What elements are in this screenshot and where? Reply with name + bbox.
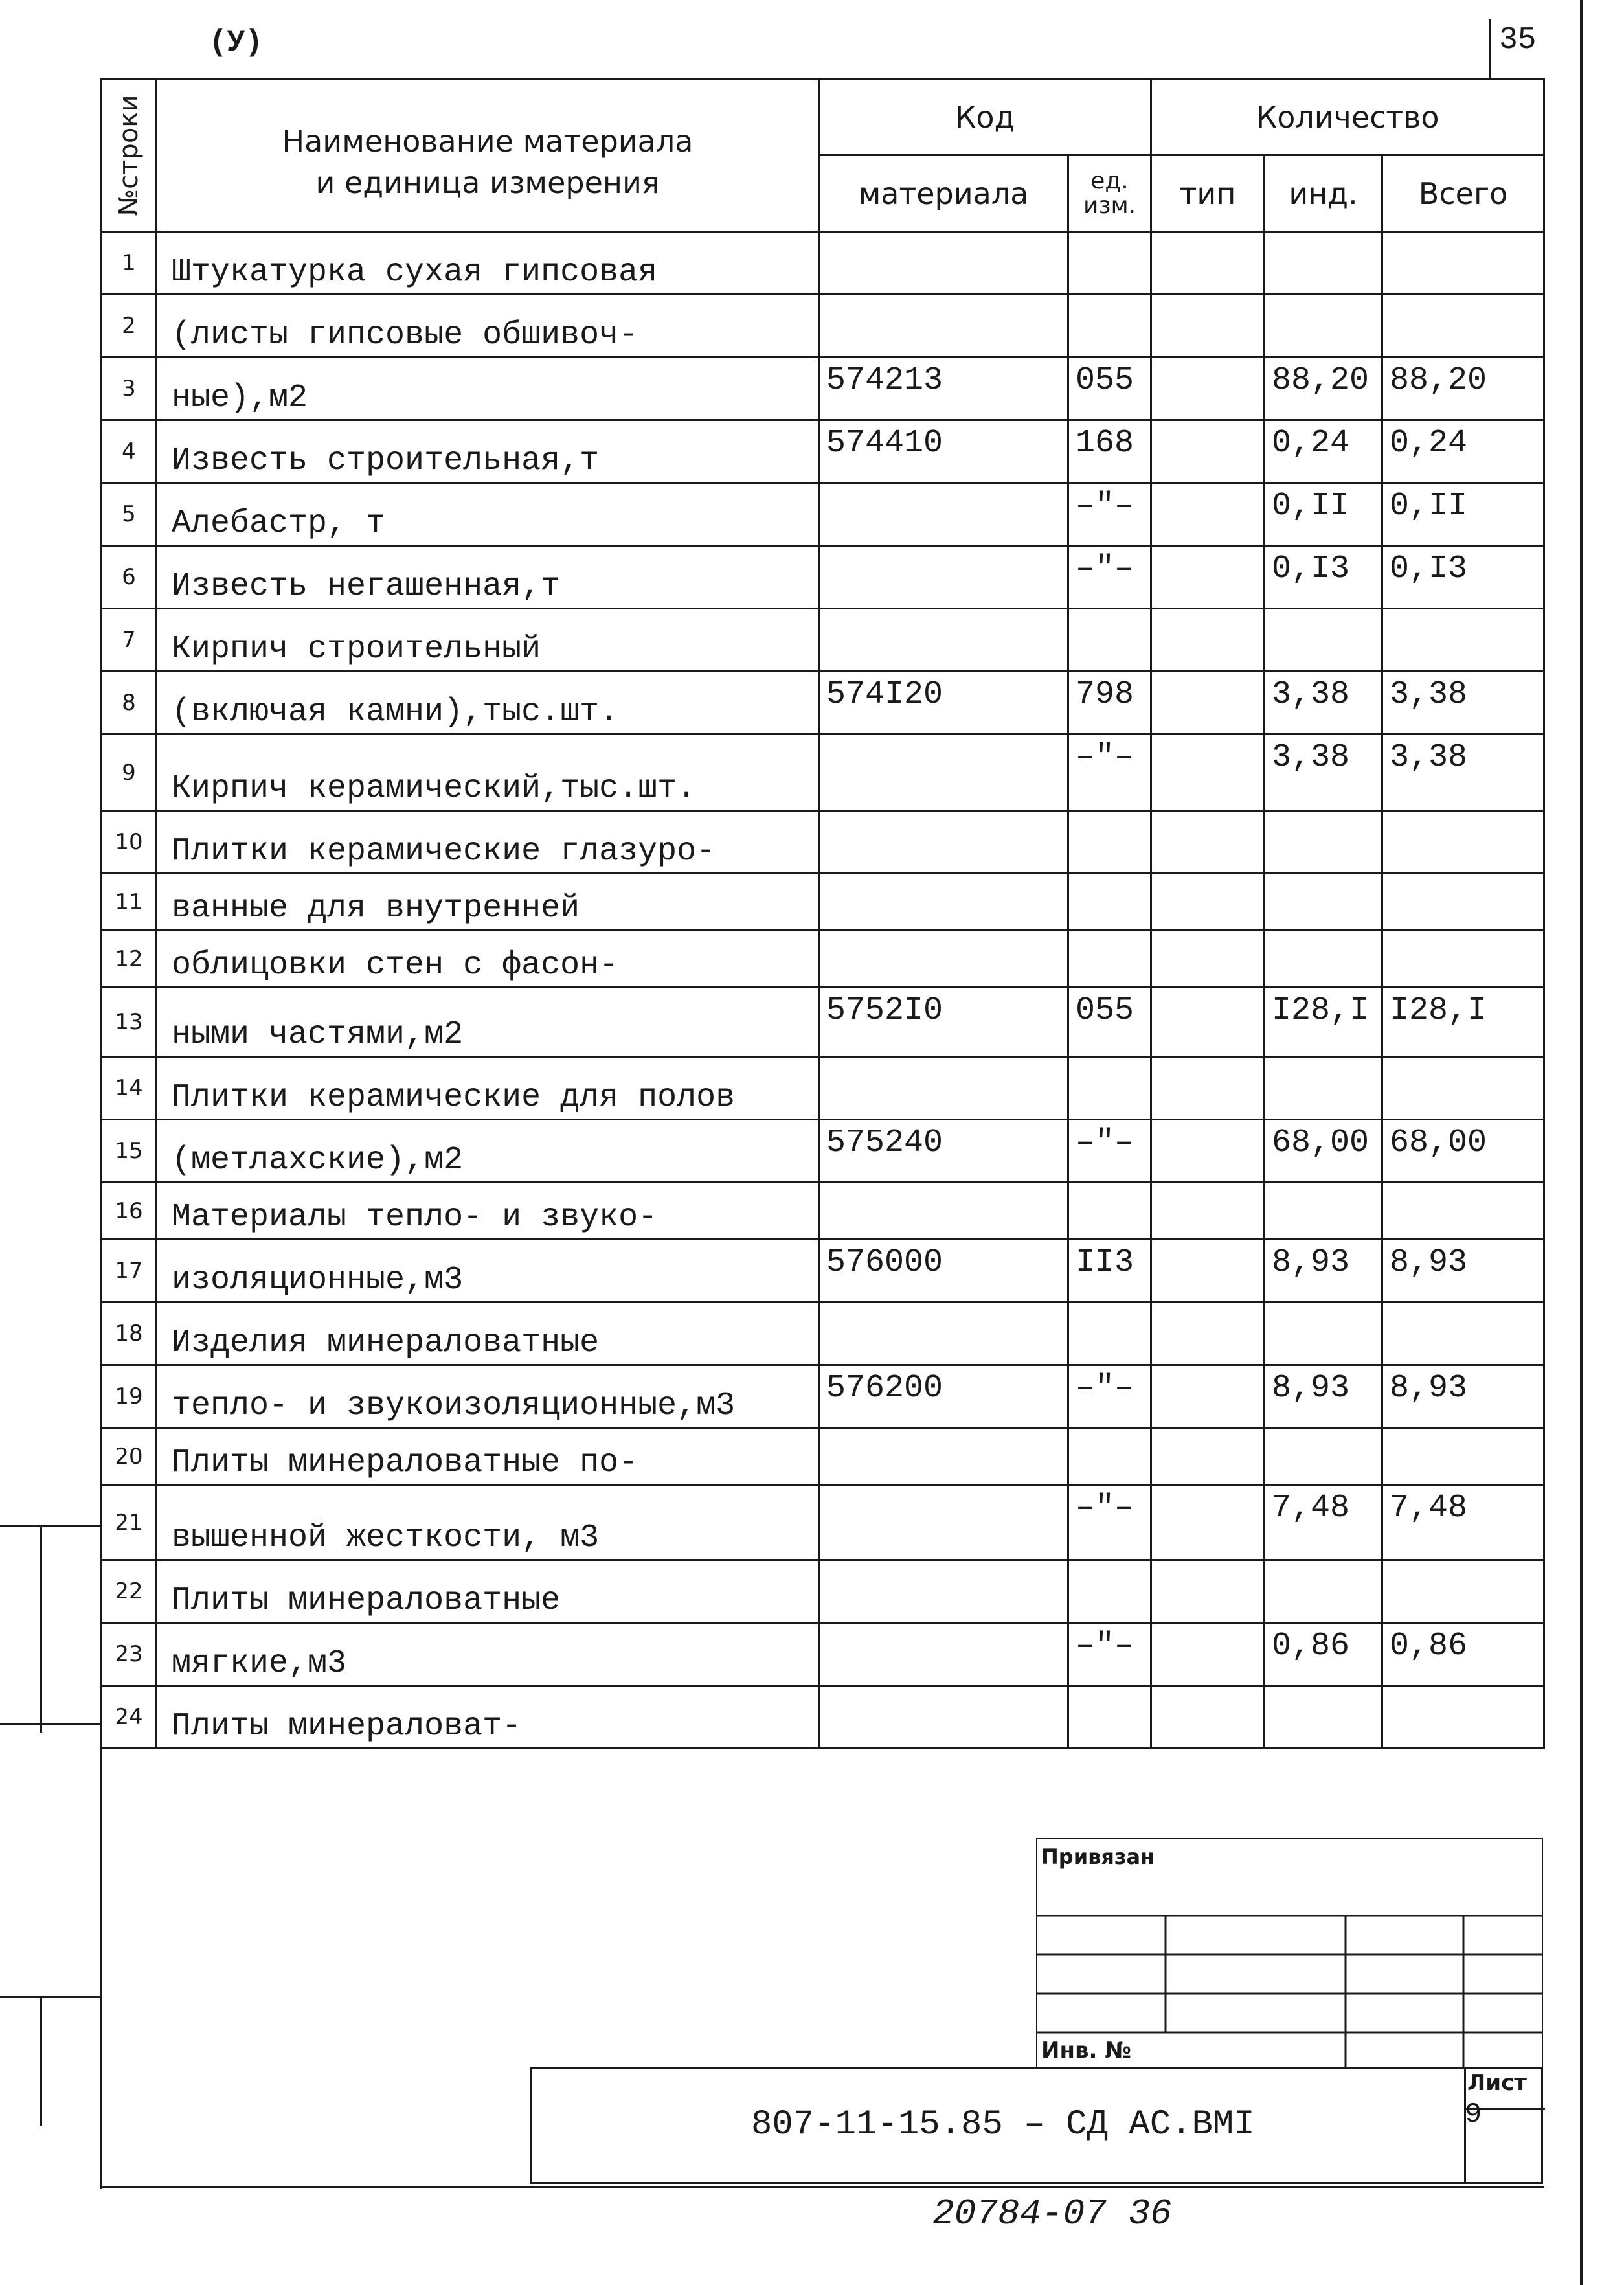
document-code: 807-11-15.85 – СД АС.ВМI [751, 2105, 1255, 2144]
total-qty [1382, 811, 1544, 874]
unit-code: –"– [1068, 734, 1151, 811]
total-qty: 8,93 [1382, 1240, 1544, 1302]
table-row [102, 1485, 1544, 1560]
unit-code: –"– [1068, 1120, 1151, 1183]
unit-code [1068, 1183, 1151, 1240]
material-name: ванные для внутренней [157, 874, 819, 931]
material-name: (включая камни),тыс.шт. [157, 672, 819, 734]
total-qty [1382, 1560, 1544, 1623]
row-number: 12 [102, 931, 157, 988]
ind-qty: 3,38 [1265, 734, 1382, 811]
table-row [102, 988, 1544, 1057]
type-qty [1151, 672, 1265, 734]
table-row [102, 483, 1544, 546]
table-row [102, 931, 1544, 988]
material-name: Плиты минераловатные по- [157, 1428, 819, 1485]
row-number: 10 [102, 811, 157, 874]
row-number: 18 [102, 1302, 157, 1365]
material-code: 574I20 [819, 672, 1068, 734]
material-code [819, 295, 1068, 358]
table-row [102, 1365, 1544, 1428]
type-qty [1151, 609, 1265, 672]
row-number: 7 [102, 609, 157, 672]
unit-code [1068, 1560, 1151, 1623]
total-qty: 0,86 [1382, 1623, 1544, 1686]
type-qty [1151, 1240, 1265, 1302]
table-row [102, 811, 1544, 874]
total-qty [1382, 1428, 1544, 1485]
sheet-label: Лист [1467, 2070, 1527, 2096]
material-code: 575240 [819, 1120, 1068, 1183]
total-qty [1382, 609, 1544, 672]
unit-code [1068, 811, 1151, 874]
ind-qty: 8,93 [1265, 1240, 1382, 1302]
table-row [102, 609, 1544, 672]
row-number: 19 [102, 1365, 157, 1428]
total-qty: 68,00 [1382, 1120, 1544, 1183]
ind-qty: 0,II [1265, 483, 1382, 546]
unit-code [1068, 1686, 1151, 1749]
margin-left-line-2 [40, 1996, 42, 2126]
material-code-header: материала [819, 155, 1068, 232]
material-name: (метлахские),м2 [157, 1120, 819, 1183]
ind-qty: 0,24 [1265, 420, 1382, 483]
ind-qty [1265, 609, 1382, 672]
unit-code: 168 [1068, 420, 1151, 483]
total-qty: 3,38 [1382, 734, 1544, 811]
margin-hline-2 [0, 1723, 102, 1725]
unit-code: –"– [1068, 1365, 1151, 1428]
row-number: 9 [102, 734, 157, 811]
type-header: тип [1151, 155, 1265, 232]
total-qty: 0,II [1382, 483, 1544, 546]
unit-code [1068, 232, 1151, 295]
unit-code: –"– [1068, 483, 1151, 546]
type-qty [1151, 483, 1265, 546]
ind-qty [1265, 811, 1382, 874]
row-number: 21 [102, 1485, 157, 1560]
table-row [102, 672, 1544, 734]
row-number: 14 [102, 1057, 157, 1120]
page-number: 35 [1499, 23, 1537, 58]
material-code [819, 1302, 1068, 1365]
unit-code [1068, 874, 1151, 931]
section-mark: (У) [209, 26, 263, 60]
material-code [819, 1485, 1068, 1560]
material-code: 574213 [819, 358, 1068, 420]
row-number: 4 [102, 420, 157, 483]
inventory-number-label: Инв. № [1041, 2038, 1132, 2063]
ind-qty [1265, 1560, 1382, 1623]
material-code [819, 931, 1068, 988]
total-qty [1382, 295, 1544, 358]
unit-code [1068, 931, 1151, 988]
row-number: 16 [102, 1183, 157, 1240]
table-row [102, 1428, 1544, 1485]
material-name: Штукатурка сухая гипсовая [157, 232, 819, 295]
ind-qty [1265, 1183, 1382, 1240]
material-name: Алебастр, т [157, 483, 819, 546]
table-row [102, 874, 1544, 931]
material-code: 576200 [819, 1365, 1068, 1428]
ind-qty [1265, 232, 1382, 295]
material-name: Плиты минераловатные [157, 1560, 819, 1623]
ind-header: инд. [1265, 155, 1382, 232]
row-number: 22 [102, 1560, 157, 1623]
material-name-header: Наименование материала и единица измерения [157, 79, 819, 232]
table-row [102, 1623, 1544, 1686]
row-number: 17 [102, 1240, 157, 1302]
type-qty [1151, 1365, 1265, 1428]
table-row [102, 1302, 1544, 1365]
material-name: Известь строительная,т [157, 420, 819, 483]
type-qty [1151, 1302, 1265, 1365]
row-number: 6 [102, 546, 157, 609]
material-name: ными частями,м2 [157, 988, 819, 1057]
row-number: 13 [102, 988, 157, 1057]
unit-code: 798 [1068, 672, 1151, 734]
archive-number: 20784-07 36 [932, 2193, 1172, 2234]
material-name: вышенной жесткости, м3 [157, 1485, 819, 1560]
ind-qty: 88,20 [1265, 358, 1382, 420]
material-code: 5752I0 [819, 988, 1068, 1057]
type-qty [1151, 1686, 1265, 1749]
ind-qty [1265, 1057, 1382, 1120]
material-code [819, 232, 1068, 295]
total-qty: 3,38 [1382, 672, 1544, 734]
type-qty [1151, 988, 1265, 1057]
unit-code: 055 [1068, 358, 1151, 420]
total-qty [1382, 232, 1544, 295]
unit-code: –"– [1068, 546, 1151, 609]
unit-code [1068, 295, 1151, 358]
material-code [819, 1057, 1068, 1120]
total-qty [1382, 1686, 1544, 1749]
stamp-grid [1036, 1838, 1543, 2067]
row-number: 3 [102, 358, 157, 420]
type-qty [1151, 734, 1265, 811]
margin-hline-3 [0, 1996, 102, 1998]
material-name: Плитки керамические для полов [157, 1057, 819, 1120]
ind-qty [1265, 931, 1382, 988]
table-row [102, 232, 1544, 295]
type-qty [1151, 931, 1265, 988]
total-qty: I28,I [1382, 988, 1544, 1057]
row-number: 8 [102, 672, 157, 734]
page-number-divider [1489, 19, 1491, 78]
table-row [102, 295, 1544, 358]
material-name: ные),м2 [157, 358, 819, 420]
unit-code: II3 [1068, 1240, 1151, 1302]
row-number: 20 [102, 1428, 157, 1485]
ind-qty: 0,86 [1265, 1623, 1382, 1686]
frame-left-line [100, 1723, 102, 2189]
table-row [102, 358, 1544, 420]
table-row [102, 1560, 1544, 1623]
unit-code: –"– [1068, 1623, 1151, 1686]
total-header: Всего [1382, 155, 1544, 232]
type-qty [1151, 1120, 1265, 1183]
type-qty [1151, 1183, 1265, 1240]
ind-qty: 0,I3 [1265, 546, 1382, 609]
material-code [819, 546, 1068, 609]
ind-qty [1265, 295, 1382, 358]
frame-bottom-line [100, 2186, 1544, 2188]
ind-qty: 8,93 [1265, 1365, 1382, 1428]
material-code [819, 734, 1068, 811]
total-qty [1382, 1302, 1544, 1365]
material-code [819, 811, 1068, 874]
material-name: Плиты минераловат- [157, 1686, 819, 1749]
material-code [819, 1428, 1068, 1485]
total-qty: 7,48 [1382, 1485, 1544, 1560]
material-code: 576000 [819, 1240, 1068, 1302]
total-qty [1382, 1057, 1544, 1120]
ind-qty [1265, 874, 1382, 931]
ind-qty [1265, 1302, 1382, 1365]
material-code [819, 609, 1068, 672]
code-group-header: Код [819, 79, 1151, 155]
unit-code [1068, 1302, 1151, 1365]
material-code [819, 1183, 1068, 1240]
table-row [102, 1240, 1544, 1302]
unit-code: 055 [1068, 988, 1151, 1057]
material-code [819, 483, 1068, 546]
type-qty [1151, 295, 1265, 358]
row-number: 23 [102, 1623, 157, 1686]
total-qty [1382, 874, 1544, 931]
type-qty [1151, 874, 1265, 931]
margin-hline-1 [0, 1525, 102, 1527]
table-row [102, 1120, 1544, 1183]
type-qty [1151, 546, 1265, 609]
table-row [102, 420, 1544, 483]
unit-code [1068, 609, 1151, 672]
material-name: Изделия минераловатные [157, 1302, 819, 1365]
type-qty [1151, 358, 1265, 420]
total-qty: 0,24 [1382, 420, 1544, 483]
material-name: (листы гипсовые обшивоч- [157, 295, 819, 358]
row-number: 15 [102, 1120, 157, 1183]
row-number: 24 [102, 1686, 157, 1749]
table-row [102, 546, 1544, 609]
row-number: 2 [102, 295, 157, 358]
ind-qty: 7,48 [1265, 1485, 1382, 1560]
row-number: 11 [102, 874, 157, 931]
material-name: облицовки стен с фасон- [157, 931, 819, 988]
total-qty: 0,I3 [1382, 546, 1544, 609]
type-qty [1151, 1485, 1265, 1560]
unit-code [1068, 1057, 1151, 1120]
material-name: тепло- и звукоизоляционные,м3 [157, 1365, 819, 1428]
frame-right-line [1580, 0, 1583, 2285]
quantity-group-header: Количество [1151, 79, 1544, 155]
total-qty: 88,20 [1382, 358, 1544, 420]
material-code [819, 874, 1068, 931]
material-name: Материалы тепло- и звуко- [157, 1183, 819, 1240]
total-qty: 8,93 [1382, 1365, 1544, 1428]
material-name: мягкие,м3 [157, 1623, 819, 1686]
material-name: Плитки керамические глазуро- [157, 811, 819, 874]
type-qty [1151, 1057, 1265, 1120]
table-row [102, 1183, 1544, 1240]
attached-label: Привязан [1041, 1845, 1155, 1869]
material-name: Кирпич керамический,тыс.шт. [157, 734, 819, 811]
row-number-header: №строки [102, 79, 157, 232]
margin-left-line [40, 1525, 42, 1733]
sheet-number: 9 [1465, 2098, 1482, 2131]
material-name: Кирпич строительный [157, 609, 819, 672]
unit-code: –"– [1068, 1485, 1151, 1560]
table-row [102, 1057, 1544, 1120]
material-code: 574410 [819, 420, 1068, 483]
total-qty [1382, 1183, 1544, 1240]
material-code [819, 1560, 1068, 1623]
ind-qty: 68,00 [1265, 1120, 1382, 1183]
table-row [102, 1686, 1544, 1749]
row-number: 1 [102, 232, 157, 295]
type-qty [1151, 420, 1265, 483]
type-qty [1151, 1560, 1265, 1623]
type-qty [1151, 811, 1265, 874]
material-code [819, 1623, 1068, 1686]
type-qty [1151, 1623, 1265, 1686]
ind-qty [1265, 1428, 1382, 1485]
type-qty [1151, 1428, 1265, 1485]
ind-qty: 3,38 [1265, 672, 1382, 734]
material-name: изоляционные,м3 [157, 1240, 819, 1302]
ind-qty: I28,I [1265, 988, 1382, 1057]
table-row [102, 734, 1544, 811]
total-qty [1382, 931, 1544, 988]
material-code [819, 1686, 1068, 1749]
materials-table [100, 78, 1545, 1749]
unit-code-header: ед. изм. [1068, 155, 1151, 232]
type-qty [1151, 232, 1265, 295]
ind-qty [1265, 1686, 1382, 1749]
unit-code [1068, 1428, 1151, 1485]
row-number: 5 [102, 483, 157, 546]
material-name: Известь негашенная,т [157, 546, 819, 609]
